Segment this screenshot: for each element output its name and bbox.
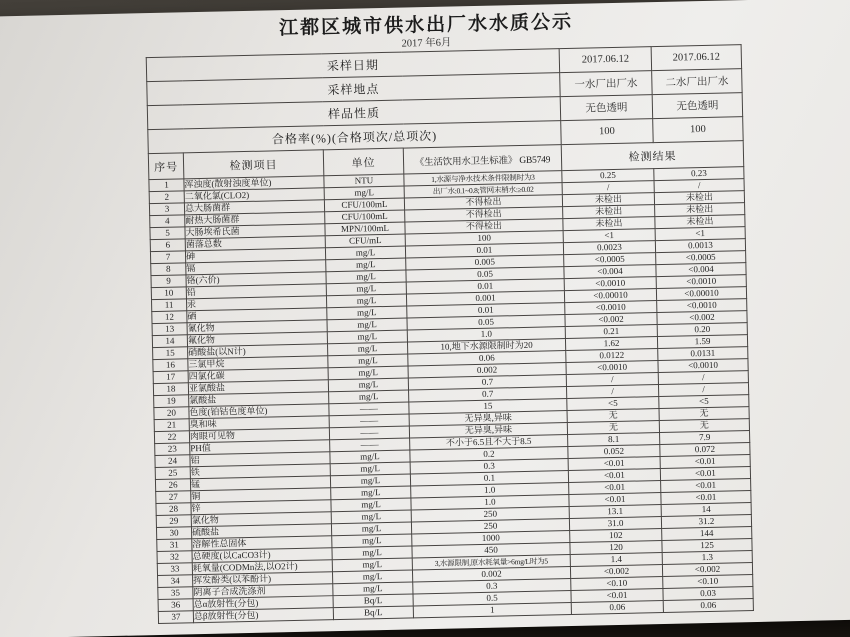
cell-index: 21: [154, 419, 189, 432]
cell-result-plant1: <0.0010: [565, 301, 657, 315]
cell-index: 22: [154, 431, 189, 444]
cell-result-plant2: 125: [662, 539, 752, 553]
cell-result-plant1: 未检出: [563, 205, 655, 219]
cell-unit: mg/L: [324, 186, 404, 200]
cell-result-plant2: <1: [655, 227, 745, 241]
cell-standard: 不小于6.5且不大于8.5: [410, 435, 568, 450]
cell-standard: 出厂水:0.1~0.8;管网末梢水:≥0.02: [404, 183, 562, 198]
meta-value-plant2-pass-rate: 100: [653, 117, 744, 143]
cell-result-plant2: /: [658, 371, 748, 385]
cell-index: 37: [158, 611, 193, 624]
cell-index: 7: [150, 251, 185, 264]
cell-result-plant1: 未检出: [563, 217, 655, 231]
cell-result-plant2: <0.01: [661, 479, 751, 493]
cell-item: 阴离子合成洗涤剂: [193, 584, 333, 599]
meta-value-plant2-date: 2017.06.12: [651, 45, 742, 71]
cell-result-plant2: 未检出: [655, 215, 745, 229]
cell-result-plant1: <0.00010: [564, 289, 656, 303]
cell-unit: mg/L: [327, 330, 407, 344]
cell-unit: mg/L: [325, 246, 405, 260]
meta-label-sample-nature: 样品性质: [147, 97, 560, 130]
cell-item: PH值: [190, 440, 330, 455]
cell-item: 氰化物: [187, 320, 327, 335]
cell-item: 硒: [187, 308, 327, 323]
column-header-result: 检测结果: [561, 141, 744, 171]
page-subtitle: 2017 年6月: [401, 37, 452, 50]
meta-value-plant1-nature: 无色透明: [560, 95, 653, 121]
cell-index: 29: [156, 515, 191, 528]
cell-result-plant1: <0.004: [564, 265, 656, 279]
cell-result-plant1: 102: [570, 529, 662, 543]
cell-index: 34: [158, 575, 193, 588]
cell-result-plant1: <0.01: [569, 493, 661, 507]
cell-result-plant2: <0.0005: [656, 251, 746, 265]
cell-index: 5: [150, 227, 185, 240]
cell-item: 总大肠菌群: [184, 200, 324, 215]
cell-index: 1: [149, 179, 184, 192]
cell-item: 色度(铂钴色度单位): [189, 404, 329, 419]
cell-result-plant1: /: [566, 373, 658, 387]
column-header-index: 序号: [148, 153, 184, 180]
cell-result-plant2: <0.0010: [657, 299, 747, 313]
cell-index: 23: [155, 443, 190, 456]
cell-result-plant2: 1.59: [657, 335, 747, 349]
cell-result-plant2: 0.23: [654, 167, 744, 181]
cell-item: 溶解性总固体: [192, 536, 332, 551]
cell-result-plant1: <1: [563, 229, 655, 243]
cell-standard: 不得检出: [405, 207, 563, 222]
cell-index: 14: [152, 335, 187, 348]
meta-label-pass-rate: 合格率(%)(合格项次/总项次): [148, 121, 561, 154]
cell-item: 锰: [190, 476, 330, 491]
cell-result-plant2: 7.9: [660, 431, 750, 445]
cell-unit: NTU: [324, 174, 404, 188]
meta-value-plant1-location: 一水厂出厂水: [560, 71, 653, 97]
cell-unit: mg/L: [330, 462, 410, 476]
cell-item: 大肠埃希氏菌: [185, 224, 325, 239]
cell-unit: mg/L: [326, 270, 406, 284]
cell-index: 6: [150, 239, 185, 252]
cell-item: 氟化物: [187, 332, 327, 347]
cell-index: 35: [158, 587, 193, 600]
cell-item: 锌: [191, 500, 331, 515]
cell-result-plant2: <0.002: [657, 311, 747, 325]
cell-unit: CFU/mL: [325, 234, 405, 248]
cell-result-plant1: 无: [567, 421, 659, 435]
cell-result-plant1: 0.0023: [563, 241, 655, 255]
cell-result-plant2: 无: [659, 419, 749, 433]
cell-result-plant2: <0.0010: [658, 359, 748, 373]
cell-result-plant2: 31.2: [661, 515, 751, 529]
cell-unit: mg/L: [330, 450, 410, 464]
cell-result-plant1: <0.01: [568, 457, 660, 471]
cell-result-plant1: 1.62: [565, 337, 657, 351]
cell-result-plant1: 120: [570, 541, 662, 555]
cell-item: 浑浊度(散射浊度单位): [184, 176, 324, 191]
meta-value-plant1-pass-rate: 100: [561, 119, 654, 145]
cell-result-plant2: <0.0010: [656, 275, 746, 289]
cell-item: 铅: [186, 284, 326, 299]
cell-index: 9: [151, 275, 186, 288]
cell-index: 4: [150, 215, 185, 228]
cell-index: 25: [155, 467, 190, 480]
cell-item: 亚氯酸盐: [188, 380, 328, 395]
cell-unit: mg/L: [327, 318, 407, 332]
cell-result-plant2: 未检出: [655, 203, 745, 217]
meta-label-sampling-location: 采样地点: [147, 73, 560, 106]
cell-unit: Bq/L: [333, 594, 413, 608]
cell-item: 硝酸盐(以N计): [188, 344, 328, 359]
cell-unit: mg/L: [326, 282, 406, 296]
cell-index: 27: [156, 491, 191, 504]
cell-index: 2: [149, 191, 184, 204]
cell-result-plant2: 0.06: [663, 599, 753, 613]
cell-unit: ——: [329, 414, 409, 428]
cell-standard: 1000: [412, 531, 570, 546]
cell-result-plant1: 0.25: [562, 169, 654, 183]
cell-result-plant1: 0.052: [568, 445, 660, 459]
cell-standard: 0.3: [410, 459, 568, 474]
cell-standard: 0.3: [413, 579, 571, 594]
cell-result-plant2: /: [654, 179, 744, 193]
cell-standard: 0.01: [407, 303, 565, 318]
cell-unit: CFU/100mL: [325, 210, 405, 224]
cell-result-plant2: 1.3: [662, 551, 752, 565]
cell-index: 28: [156, 503, 191, 516]
cell-result-plant1: <0.0005: [564, 253, 656, 267]
cell-result-plant2: 无: [659, 407, 749, 421]
cell-unit: mg/L: [328, 378, 408, 392]
cell-result-plant1: <0.002: [570, 565, 662, 579]
cell-result-plant1: <0.01: [569, 481, 661, 495]
cell-item: 臭和味: [189, 416, 329, 431]
cell-result-plant1: 31.0: [569, 517, 661, 531]
cell-unit: ——: [330, 438, 410, 452]
cell-result-plant1: 8.1: [568, 433, 660, 447]
cell-result-plant2: <0.01: [660, 455, 750, 469]
cell-unit: mg/L: [326, 258, 406, 272]
cell-index: 17: [153, 371, 188, 384]
cell-result-plant1: <5: [567, 397, 659, 411]
cell-item: 铝: [190, 452, 330, 467]
cell-item: 四氯化碳: [188, 368, 328, 383]
cell-result-plant2: <0.01: [660, 467, 750, 481]
page-title: 江都区城市供水出厂水水质公示: [278, 11, 574, 40]
cell-index: 20: [154, 407, 189, 420]
cell-standard: 100: [405, 231, 563, 246]
cell-unit: ——: [329, 426, 409, 440]
cell-item: 硫酸盐: [191, 524, 331, 539]
cell-result-plant2: <0.01: [661, 491, 751, 505]
cell-item: 汞: [186, 296, 326, 311]
cell-result-plant2: <5: [659, 395, 749, 409]
cell-result-plant2: 0.0131: [658, 347, 748, 361]
cell-result-plant1: <0.0010: [566, 361, 658, 375]
cell-standard: 250: [411, 507, 569, 522]
cell-standard: 1,水源与净水技术条件限制时为3: [404, 171, 562, 186]
cell-unit: mg/L: [327, 306, 407, 320]
meta-value-plant2-nature: 无色透明: [652, 93, 743, 119]
cell-unit: mg/L: [331, 486, 411, 500]
cell-unit: mg/L: [328, 342, 408, 356]
cell-item: 耗氧量(CODMn法,以O2计): [192, 560, 332, 575]
cell-unit: mg/L: [333, 582, 413, 596]
cell-index: 10: [151, 287, 186, 300]
cell-standard: 1: [413, 603, 571, 618]
cell-unit: mg/L: [332, 534, 412, 548]
cell-result-plant1: /: [562, 181, 654, 195]
cell-item: 氯化物: [191, 512, 331, 527]
cell-standard: 0.005: [406, 255, 564, 270]
cell-item: 镉: [186, 260, 326, 275]
cell-result-plant2: 144: [662, 527, 752, 541]
cell-unit: CFU/100mL: [324, 198, 404, 212]
cell-index: 31: [157, 539, 192, 552]
cell-item: 耐热大肠菌群: [185, 212, 325, 227]
cell-unit: mg/L: [328, 366, 408, 380]
cell-item: 三氯甲烷: [188, 356, 328, 371]
cell-standard: 1.0: [411, 483, 569, 498]
cell-standard: 0.1: [410, 471, 568, 486]
cell-standard: 0.01: [406, 279, 564, 294]
cell-standard: 0.002: [408, 363, 566, 378]
cell-index: 30: [156, 527, 191, 540]
cell-result-plant1: <0.002: [565, 313, 657, 327]
cell-standard: 无异臭,异味: [409, 423, 567, 438]
cell-result-plant2: 0.0013: [655, 239, 745, 253]
meta-value-plant2-location: 二水厂出厂水: [652, 69, 743, 95]
cell-standard: 无异臭,异味: [409, 411, 567, 426]
cell-standard: 0.06: [408, 351, 566, 366]
meta-value-plant1-date: 2017.06.12: [559, 47, 652, 73]
cell-index: 3: [149, 203, 184, 216]
cell-result-plant1: 1.4: [570, 553, 662, 567]
cell-standard: 0.5: [413, 591, 571, 606]
cell-item: 总β放射性(分包): [193, 608, 333, 623]
cell-standard: 0.01: [405, 243, 563, 258]
cell-index: 15: [153, 347, 188, 360]
cell-index: 18: [153, 383, 188, 396]
table-head-meta: [146, 45, 744, 180]
cell-result-plant1: 0.21: [565, 325, 657, 339]
cell-result-plant1: 无: [567, 409, 659, 423]
column-header-standard: 《生活饮用水卫生标准》 GB5749: [403, 145, 562, 174]
cell-unit: mg/L: [329, 390, 409, 404]
column-header-item: 检测项目: [183, 150, 324, 179]
cell-index: 16: [153, 359, 188, 372]
cell-item: 铜: [191, 488, 331, 503]
cell-standard: 450: [412, 543, 570, 558]
cell-unit: MPN/100mL: [325, 222, 405, 236]
table-rows: [149, 167, 754, 624]
cell-index: 32: [157, 551, 192, 564]
cell-result-plant2: 0.20: [657, 323, 747, 337]
cell-result-plant1: 未检出: [562, 193, 654, 207]
meta-label-sampling-date: 采样日期: [146, 49, 559, 82]
cell-result-plant1: 0.06: [571, 600, 663, 614]
cell-result-plant2: <0.002: [662, 563, 752, 577]
cell-result-plant2: <0.004: [656, 263, 746, 277]
cell-item: 总硬度(以CaCO3计): [192, 548, 332, 563]
cell-item: 挥发酚类(以苯酚计): [193, 572, 333, 587]
cell-item: 肉眼可见物: [189, 428, 329, 443]
cell-standard: 0.7: [408, 375, 566, 390]
cell-standard: 3,水源限制,原水耗氧量>6mg/L时为5: [412, 555, 570, 570]
cell-index: 24: [155, 455, 190, 468]
cell-standard: 1.0: [411, 495, 569, 510]
cell-result-plant1: <0.0010: [564, 277, 656, 291]
cell-result-plant1: /: [567, 385, 659, 399]
cell-item: 铁: [190, 464, 330, 479]
cell-result-plant2: <0.10: [663, 575, 753, 589]
cell-item: 总α放射性(分包): [193, 596, 333, 611]
cell-unit: mg/L: [328, 354, 408, 368]
cell-standard: 0.05: [406, 267, 564, 282]
cell-standard: 0.2: [410, 447, 568, 462]
cell-unit: mg/L: [330, 474, 410, 488]
cell-standard: 0.7: [409, 387, 567, 402]
cell-result-plant2: 14: [661, 503, 751, 517]
cell-index: 26: [155, 479, 190, 492]
cell-result-plant2: /: [658, 383, 748, 397]
cell-result-plant1: 13.1: [569, 505, 661, 519]
cell-standard: 0.002: [412, 567, 570, 582]
cell-index: 13: [152, 323, 187, 336]
cell-unit: mg/L: [331, 498, 411, 512]
cell-standard: 1.0: [407, 327, 565, 342]
cell-unit: mg/L: [326, 294, 406, 308]
cell-index: 11: [152, 299, 187, 312]
cell-unit: mg/L: [332, 558, 412, 572]
cell-item: 砷: [185, 248, 325, 263]
cell-result-plant2: 0.072: [660, 443, 750, 457]
cell-standard: 0.001: [406, 291, 564, 306]
cell-result-plant1: <0.01: [568, 469, 660, 483]
cell-result-plant2: 0.03: [663, 587, 753, 601]
cell-item: 二氧化氯(CLO2): [184, 188, 324, 203]
cell-index: 12: [152, 311, 187, 324]
cell-index: 19: [154, 395, 189, 408]
cell-result-plant2: <0.00010: [656, 287, 746, 301]
cell-standard: 15: [409, 399, 567, 414]
cell-result-plant1: <0.01: [571, 588, 663, 602]
cell-standard: 不得检出: [404, 195, 562, 210]
cell-index: 36: [158, 599, 193, 612]
cell-item: 氯酸盐: [189, 392, 329, 407]
cell-result-plant2: 未检出: [654, 191, 744, 205]
cell-unit: mg/L: [331, 522, 411, 536]
cell-unit: Bq/L: [333, 606, 413, 620]
cell-result-plant1: 0.0122: [566, 349, 658, 363]
cell-standard: 250: [411, 519, 569, 534]
cell-unit: mg/L: [331, 510, 411, 524]
column-header-unit: 单位: [323, 148, 404, 176]
cell-result-plant1: <0.10: [571, 577, 663, 591]
cell-standard: 10,地下水源限制时为20: [407, 339, 565, 354]
cell-standard: 0.05: [407, 315, 565, 330]
cell-index: 33: [157, 563, 192, 576]
cell-item: 铬(六价): [186, 272, 326, 287]
cell-index: 8: [151, 263, 186, 276]
cell-standard: 不得检出: [405, 219, 563, 234]
cell-unit: ——: [329, 402, 409, 416]
cell-unit: mg/L: [332, 570, 412, 584]
cell-unit: mg/L: [332, 546, 412, 560]
water-quality-table: [146, 44, 754, 624]
cell-item: 菌落总数: [185, 236, 325, 251]
